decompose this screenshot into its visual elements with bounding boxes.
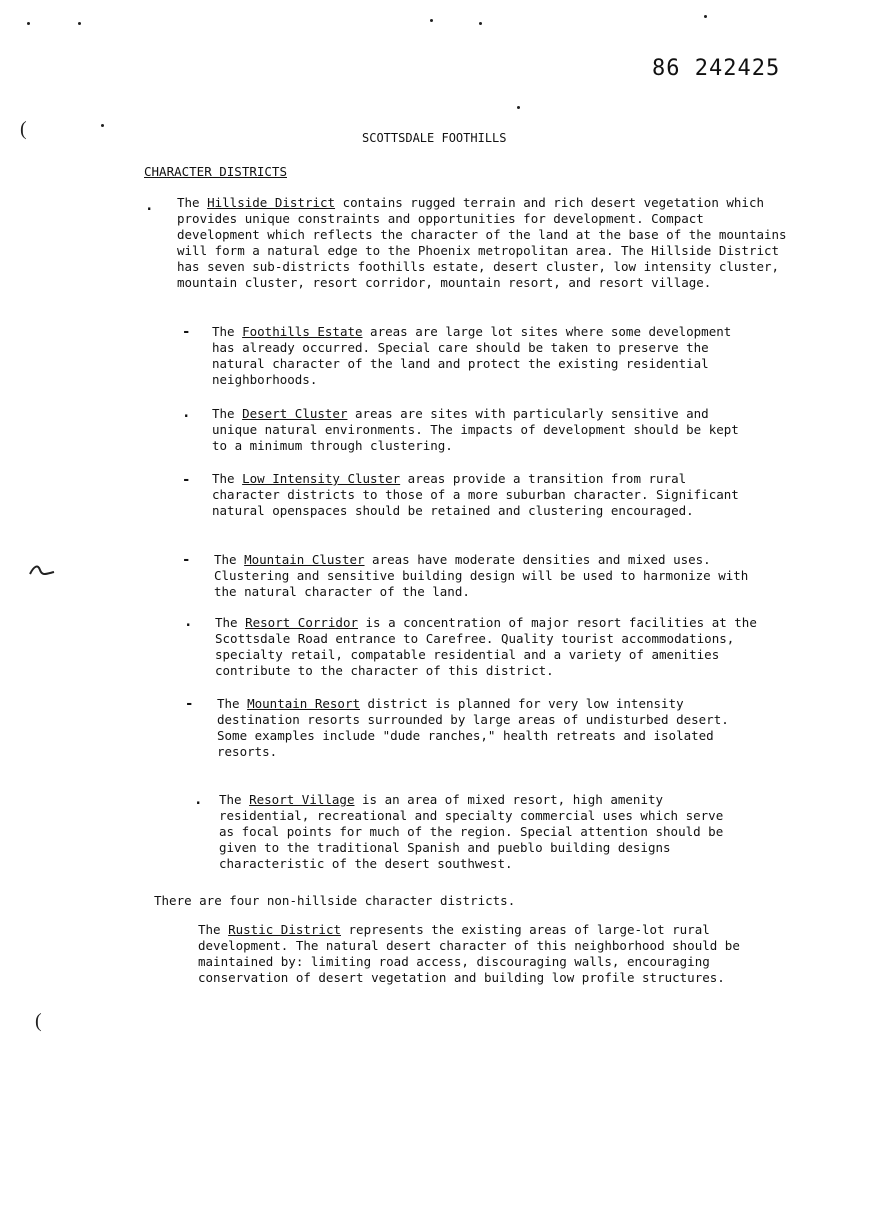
scan-speck <box>517 106 520 109</box>
subdistrict-item <box>215 615 760 679</box>
item-text: areas are sites with particularly sensitive and unique natural environments. The impacts of development should be kept to a minimum through clustering. <box>212 406 739 453</box>
district-name: Resort Village <box>249 792 355 807</box>
item-text: areas are large lot sites where some development has already occurred. Special care should be taken to preserve the natural character of the land and protect the existing residential neighborhoods. <box>212 324 732 387</box>
scan-speck <box>27 22 30 25</box>
item-lead: The <box>214 552 245 567</box>
margin-mark: ( <box>20 118 27 140</box>
bullet-dash: - <box>182 472 191 488</box>
item-text: is a concentration of major resort facilities at the Scottsdale Road entrance to Carefree. Quality tourist accommodations, specialty retail, compatable residential and a variety of amenities contribute to the character of this district. <box>215 615 757 678</box>
bullet-dash: - <box>185 696 194 712</box>
district-name: Desert Cluster <box>242 406 348 421</box>
subdistrict-item <box>212 324 752 388</box>
bullet-dot: . <box>182 405 191 421</box>
margin-scribble <box>28 562 56 578</box>
bullet-dash: - <box>182 324 191 340</box>
item-text: district is planned for very low intensity destination resorts surrounded by large areas of undisturbed desert. Some examples include "dude ranches," health retreats and isolated resorts. <box>217 696 729 759</box>
bullet-dot: . <box>145 198 154 214</box>
item-lead: The <box>217 696 248 711</box>
scan-speck <box>704 15 707 18</box>
rustic-paragraph <box>198 922 763 986</box>
paragraph-lead: The <box>177 195 208 210</box>
subdistrict-item <box>217 696 757 760</box>
document-number: 86 242425 <box>652 56 781 81</box>
district-name: Resort Corridor <box>245 615 358 630</box>
subdistrict-item <box>212 406 752 454</box>
item-text: areas have moderate densities and mixed uses. Clustering and sensitive building design will be used to harmonize with the natural character of the land. <box>214 552 749 599</box>
hillside-paragraph <box>177 195 789 291</box>
section-heading: CHARACTER DISTRICTS <box>144 164 287 179</box>
district-name: Mountain Resort <box>247 696 360 711</box>
bullet-dot: . <box>194 792 203 808</box>
item-lead: The <box>215 615 246 630</box>
subdistrict-item <box>212 471 752 519</box>
item-lead: The <box>219 792 250 807</box>
non-hillside-intro: There are four non-hillside character districts. <box>154 893 516 908</box>
item-text: is an area of mixed resort, high amenity residential, recreational and specialty commercial uses which serve as focal points for much of the region. Special attention should be given to the traditional Spanish and pueblo building designs characteristic of the desert southwest. <box>219 792 724 871</box>
district-name: Mountain Cluster <box>244 552 365 567</box>
subdistrict-item <box>219 792 729 872</box>
item-text: areas provide a transition from rural character districts to those of a more suburban character. Significant natural openspaces should be retained and clustering encouraged. <box>212 471 739 518</box>
district-name: Foothills Estate <box>242 324 363 339</box>
district-name: Hillside District <box>207 195 336 210</box>
district-name: Low Intensity Cluster <box>242 471 401 486</box>
paragraph-lead: The <box>198 922 229 937</box>
item-lead: The <box>212 406 243 421</box>
bullet-dot: . <box>184 614 193 630</box>
scan-speck <box>479 22 482 25</box>
district-name: Rustic District <box>228 922 341 937</box>
paragraph-text: contains rugged terrain and rich desert vegetation which provides unique constraints and opportunities for development. Compact development which reflects the character of the land at the base of the mountains will form a natural edge to the Phoenix metropolitan area. The Hillside District has seven sub-districts foothills estate, desert cluster, low intensity cluster, mountain cluster, resort corridor, mountain resort, and resort village. <box>177 195 787 290</box>
margin-mark: ( <box>35 1010 42 1032</box>
scan-speck <box>78 22 81 25</box>
item-lead: The <box>212 324 243 339</box>
item-lead: The <box>212 471 243 486</box>
bullet-dash: - <box>182 552 191 568</box>
paragraph-text: represents the existing areas of large-lot rural development. The natural desert character of this neighborhood should be maintained by: limiting road access, discouraging walls, encouraging conservation of desert vegetation and building low profile structures. <box>198 922 740 985</box>
scan-speck <box>430 19 433 22</box>
scan-speck <box>101 124 104 127</box>
subdistrict-item <box>214 552 754 600</box>
page-title: SCOTTSDALE FOOTHILLS <box>362 131 507 145</box>
